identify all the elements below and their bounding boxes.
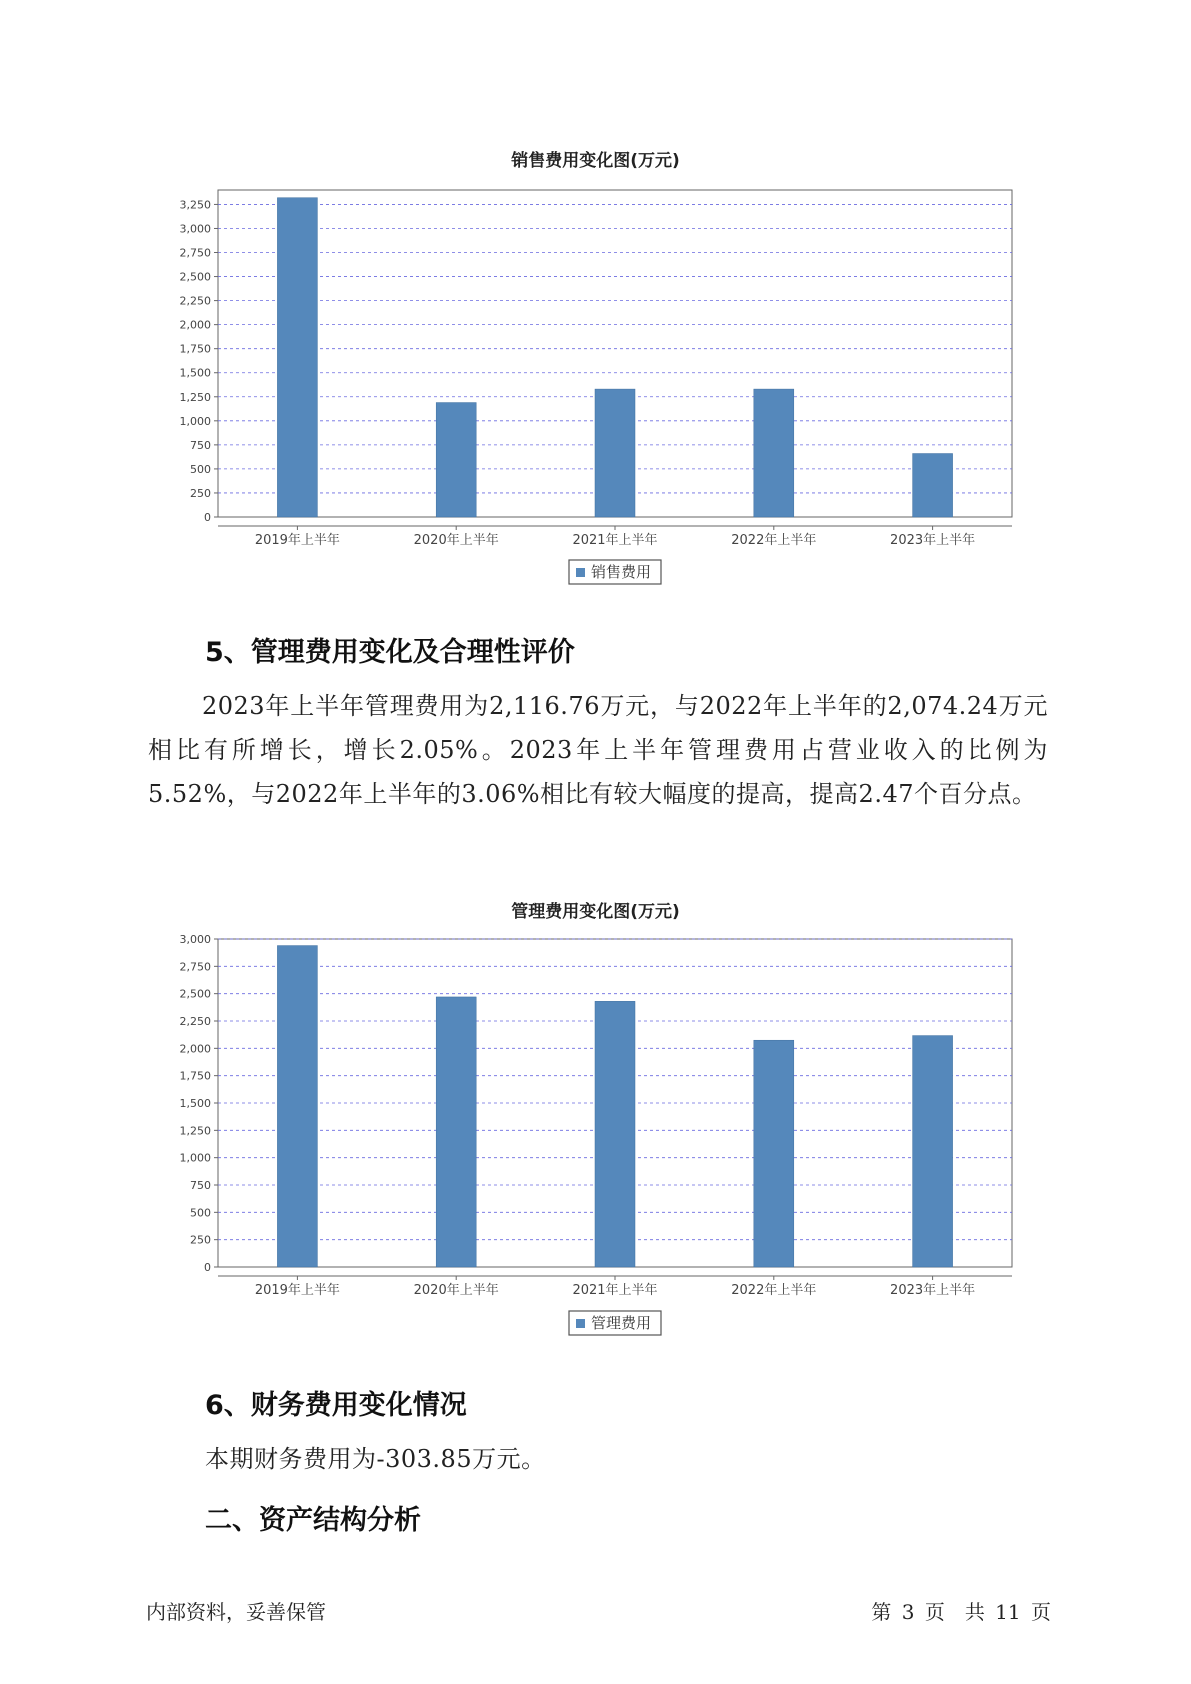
legend-swatch: [576, 1319, 585, 1328]
bar: [436, 997, 476, 1267]
y-tick-label: 2,750: [179, 960, 211, 974]
chart-title-sales-expense: 销售费用变化图(万元): [511, 151, 680, 171]
y-tick-label: 1,250: [179, 390, 211, 404]
y-tick-label: 1,500: [179, 366, 211, 380]
bar: [754, 1040, 794, 1267]
y-tick-label: 500: [190, 1206, 211, 1220]
y-tick-label: 2,250: [179, 1015, 211, 1028]
y-tick-label: 500: [190, 462, 211, 476]
y-tick-label: 3,250: [179, 198, 211, 212]
y-tick-label: 2,250: [179, 294, 211, 308]
bar: [277, 946, 317, 1267]
y-tick-label: 250: [190, 486, 211, 500]
y-tick-label: 0: [204, 1261, 211, 1274]
x-tick-label: 2021年上半年: [572, 1283, 658, 1298]
x-tick-label: 2020年上半年: [413, 533, 499, 548]
section-two-heading: 二、资产结构分析: [205, 1505, 421, 1536]
x-tick-label: 2019年上半年: [254, 533, 340, 548]
section-5-heading: 5、管理费用变化及合理性评价: [205, 637, 575, 668]
y-tick-label: 2,000: [179, 1042, 211, 1056]
y-tick-label: 1,250: [179, 1124, 211, 1138]
footer-page-number: 第 3 页 共 11 页: [871, 1600, 1051, 1624]
y-tick-label: 750: [190, 1179, 211, 1192]
section-5-paragraph: 2023年上半年管理费用为2,116.76万元，与2022年上半年的2,074.24万元相比有所增长，增长2.05%。2023年上半年管理费用占营业收入的比例为5.52%，与2022年上半年的3.06%相比有较大幅度的提高，提高2.47个百分点。: [148, 692, 1048, 808]
y-tick-label: 1,500: [179, 1097, 211, 1110]
section-6-heading: 6、财务费用变化情况: [205, 1390, 467, 1421]
y-tick-label: 1,000: [179, 1151, 211, 1165]
y-tick-label: 1,750: [179, 1069, 211, 1083]
x-tick-label: 2023年上半年: [890, 1283, 976, 1298]
y-tick-label: 2,500: [179, 270, 211, 284]
y-tick-label: 750: [190, 438, 211, 452]
bar: [595, 1001, 635, 1267]
section-6-paragraph: 本期财务费用为-303.85万元。: [205, 1445, 546, 1473]
x-tick-label: 2021年上半年: [572, 533, 658, 548]
legend-label: 管理费用: [591, 1314, 652, 1332]
x-tick-label: 2022年上半年: [731, 1283, 817, 1298]
x-tick-label: 2019年上半年: [254, 1283, 340, 1298]
y-tick-label: 2,750: [179, 246, 211, 260]
footer-confidential-note: 内部资料，妥善保管: [146, 1600, 326, 1624]
bar: [913, 1036, 953, 1267]
y-tick-label: 250: [190, 1233, 211, 1247]
y-tick-label: 2,500: [179, 987, 211, 1001]
x-tick-label: 2022年上半年: [731, 533, 817, 548]
y-tick-label: 3,000: [179, 222, 211, 236]
x-tick-label: 2023年上半年: [890, 533, 976, 548]
chart-title-admin-expense: 管理费用变化图(万元): [511, 902, 680, 922]
y-tick-label: 1,750: [179, 342, 211, 356]
y-tick-label: 2,000: [179, 318, 211, 332]
legend-label: 销售费用: [591, 563, 652, 581]
y-tick-label: 1,000: [179, 414, 211, 428]
y-tick-label: 0: [204, 511, 211, 524]
y-tick-label: 3,000: [179, 933, 211, 946]
x-tick-label: 2020年上半年: [413, 1283, 499, 1298]
